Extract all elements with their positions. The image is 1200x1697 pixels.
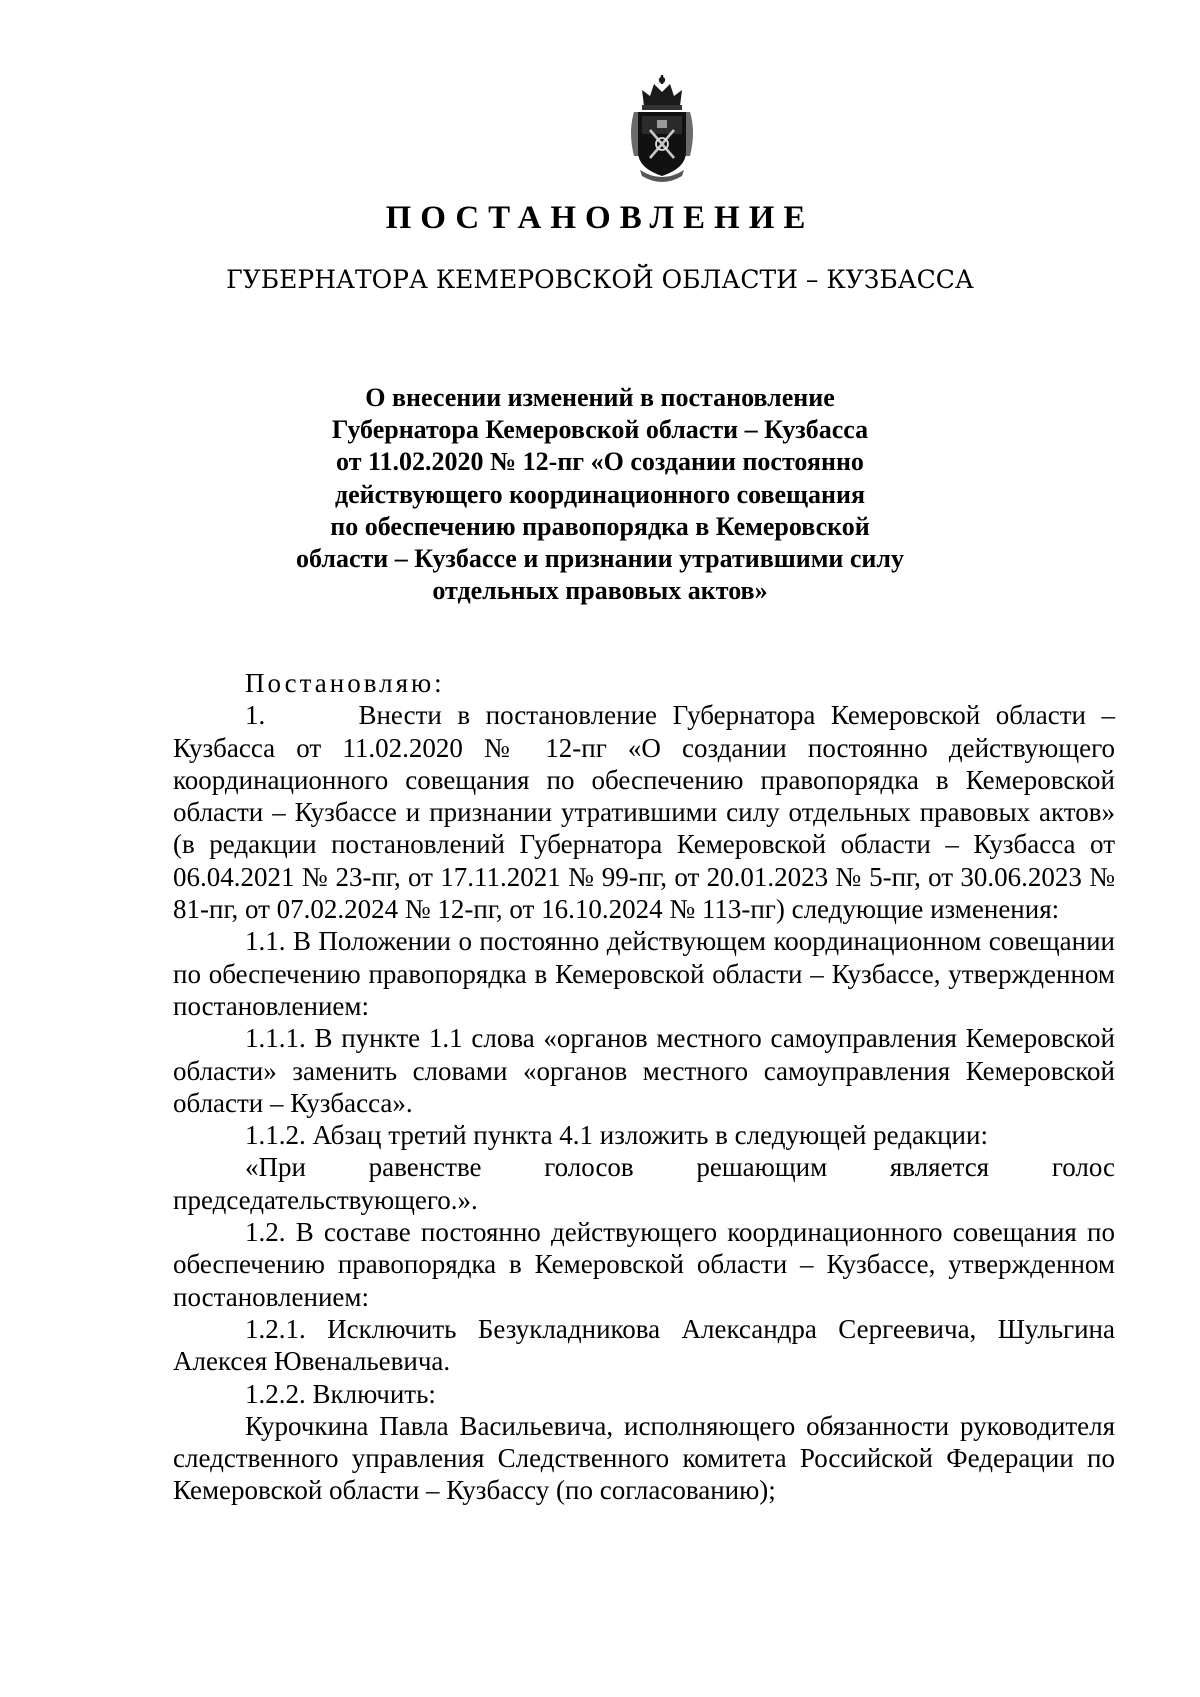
heading-line: по обеспечению правопорядка в Кемеровской: [330, 511, 870, 541]
paragraph-item-1-2: 1.2. В составе постоянно действующего координационного совещания по обеспечению правопорядка в Кемеровской области – Кузбассе, утвержденном постановлением:: [173, 1217, 1115, 1312]
coat-of-arms-icon: [624, 72, 700, 182]
document-title: ПОСТАНОВЛЕНИЕ: [385, 200, 815, 236]
heading-line: от 11.02.2020 № 12-пг «О создании постоянно: [336, 447, 864, 477]
paragraph-member: Курочкина Павла Васильевича, исполняющего обязанности руководителя следственного управления Следственного комитета Российской Федерации по Кемеровской области – Кузбассу (по согласованию);: [173, 1410, 1115, 1506]
paragraph-item-1-2-2: 1.2.2. Включить:: [245, 1378, 436, 1409]
paragraph-item-1-2-1: 1.2.1. Исключить Безукладникова Александра Сергеевича, Шульгина Алексея Ювенальевича.: [173, 1313, 1115, 1377]
document-issuer: ГУБЕРНАТОРА КЕМЕРОВСКОЙ ОБЛАСТИ – КУЗБАССА: [226, 265, 974, 294]
heading-line: области – Кузбассе и признании утратившими силу: [296, 544, 904, 574]
document-body: [173, 667, 1115, 1507]
paragraph-quote: «При равенстве голосов решающим является голос председательствующего.».: [173, 1152, 1115, 1215]
heading-line: действующего координационного совещания: [334, 479, 866, 509]
heading-line: Губернатора Кемеровской области – Кузбасса: [331, 415, 869, 445]
paragraph-item-1-1-2: 1.1.2. Абзац третий пункта 4.1 изложить в следующей редакции:: [245, 1120, 988, 1151]
paragraph-item-1: 1. Внести в постановление Губернатора Кемеровской области – Кузбасса от 11.02.2020 № 12-пг «О создании постоянно действующего координационного совещания по обеспечению правопорядка в Кемеровской области – Кузбассе и признании утратившими силу отдельных правовых актов» (в редакции постановлений Губернатора Кемеровской области – Кузбасса от 06.04.2021 № 23-пг, от 17.11.2021 № 99-пг, от 20.01.2023 № 5-пг, от 30.06.2023 № 81-пг, от 07.02.2024 № 12-пг, от 16.10.2024 № 113-пг) следующие изменения:: [173, 700, 1115, 925]
preamble: Постановляю:: [245, 668, 445, 698]
paragraph-item-1-1: 1.1. В Положении о постоянно действующем координационном совещании по обеспечению правопорядка в Кемеровской области – Кузбассе, утвержденном постановлением:: [173, 926, 1115, 1021]
heading-line: О внесении изменений в постановление: [365, 383, 835, 412]
paragraph-item-1-1-1: 1.1.1. В пункте 1.1 слова «органов местного самоуправления Кемеровской области» заменить словами «органов местного самоуправления Кемеровской области – Кузбасса».: [173, 1023, 1115, 1118]
heading-line: отдельных правовых актов»: [432, 576, 768, 606]
document-heading: [150, 382, 1050, 607]
